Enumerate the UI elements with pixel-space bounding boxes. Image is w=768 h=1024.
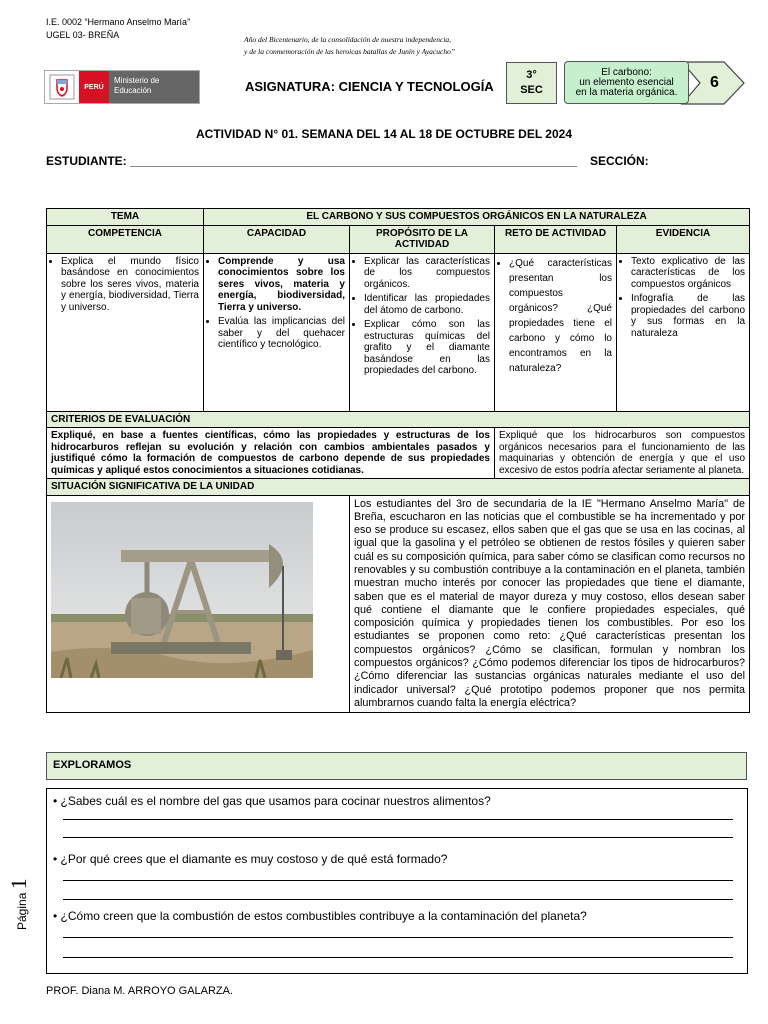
proposito-item: • Explicar cómo son las estructuras químicas del grafito y el diamante basándose en las propiedades del carbono.	[364, 319, 490, 377]
question-item: • ¿Por qué crees que el diamante es muy costoso y de qué está formado?	[53, 852, 448, 866]
capacidad-item: • Comprende y usa conocimientos sobre los seres vivos, materia y energía, biodiversidad, Tierra y universo.	[218, 256, 345, 314]
topic-line3: en la materia orgánica.	[575, 87, 678, 98]
col-evidencia: EVIDENCIA	[617, 225, 750, 253]
evidencia-item: • Infografía de las propiedades del carbono y sus formas en la naturaleza	[631, 293, 745, 339]
page-number: 1	[6, 878, 31, 890]
answer-line[interactable]	[63, 957, 733, 958]
col-proposito: PROPÓSITO DE LA ACTIVIDAD	[350, 225, 495, 253]
page-label: Página	[15, 892, 29, 930]
question-item: • ¿Sabes cuál es el nombre del gas que usamos para cocinar nuestros alimentos?	[53, 794, 491, 808]
tema-label: TEMA	[47, 209, 204, 226]
question-text: ¿Cómo creen que la combustión de estos combustibles contribuye a la contaminación del planeta?	[60, 909, 587, 923]
logo-ministry	[109, 71, 199, 103]
competencia-cell	[47, 253, 204, 411]
grade-number: 3°	[526, 69, 537, 81]
school-info	[46, 16, 190, 42]
situacion-label: SITUACIÓN SIGNIFICATIVA DE LA UNIDAD	[47, 479, 750, 496]
answer-line[interactable]	[63, 837, 733, 838]
page-indicator	[6, 878, 32, 930]
grade-level: SEC	[520, 84, 543, 96]
tema-row	[47, 209, 750, 226]
logo-ministry-line2: Educación	[114, 86, 152, 95]
year-note-line1: Año del Bicentenario, de la consolidación de nuestra independencia,	[244, 35, 452, 44]
coat-of-arms-icon	[45, 71, 79, 103]
oil-pump-photo	[51, 502, 313, 678]
tema-value: EL CARBONO Y SUS COMPUESTOS ORGÁNICOS EN LA NATURALEZA	[204, 209, 750, 226]
col-competencia: COMPETENCIA	[47, 225, 204, 253]
evidencia-cell	[617, 253, 750, 411]
col-reto: RETO DE ACTIVIDAD	[495, 225, 617, 253]
capacidad-cell	[204, 253, 350, 411]
student-field: ESTUDIANTE: ___________________________________________________________________	[46, 154, 578, 168]
ministry-logo	[44, 70, 200, 104]
question-text: ¿Por qué crees que el diamante es muy costoso y de qué está formado?	[60, 852, 448, 866]
topic-line1: El carbono:	[601, 67, 652, 78]
content-row	[47, 253, 750, 411]
year-note	[244, 34, 534, 58]
col-capacidad: CAPACIDAD	[204, 225, 350, 253]
ugel-name: UGEL 03- BREÑA	[46, 30, 120, 40]
section-field: SECCIÓN:	[590, 154, 649, 168]
logo-ministry-line1: Ministerio de	[114, 76, 160, 85]
activity-table	[46, 208, 750, 713]
situacion-row	[47, 495, 750, 713]
criterio-2: Expliqué que los hidrocarburos son compuestos orgánicos necesarios para el funcionamiento de las maquinarias y obtención de energía y que el uso excesivo de estos podría afectar seriamente al planeta.	[495, 428, 750, 479]
questions-box	[46, 788, 748, 974]
criterio-1: Expliqué, en base a fuentes científicas, cómo las propiedades y estructuras de los hidrocarburos reflejan su evolución y relación con cambios ambientales pasados y justifiqué cómo la formación de compuestos de carbono depende de sus propiedades químicas y apliqué estos conocimientos a situaciones cotidianas.	[47, 428, 495, 479]
oil-pump-photo-cell	[47, 495, 350, 713]
reto-item: • ¿Qué características presentan los compuestos orgánicos? ¿Qué propiedades tiene el carbono y cómo lo encontramos en la naturaleza?	[509, 256, 612, 376]
reto-cell	[495, 253, 617, 411]
criterios-label: CRITERIOS DE EVALUACIÓN	[47, 411, 750, 428]
school-name: I.E. 0002 “Hermano Anselmo María”	[46, 17, 191, 27]
header-row	[47, 225, 750, 253]
exploramos-header: EXPLORAMOS	[46, 752, 747, 780]
activity-title: ACTIVIDAD N° 01. SEMANA DEL 14 AL 18 DE OCTUBRE DEL 2024	[195, 127, 572, 141]
unit-number: 6	[710, 74, 719, 91]
answer-line[interactable]	[63, 880, 733, 881]
capacidad-item: • Evalúa las implicancias del saber y del quehacer científico y tecnológico.	[218, 316, 345, 351]
answer-line[interactable]	[63, 819, 733, 820]
competencia-item: • Explica el mundo físico basándose en conocimientos sobre los seres vivos, materia y energía, biodiversidad, Tierra y universo.	[61, 256, 199, 314]
answer-line[interactable]	[63, 899, 733, 900]
situacion-header-row	[47, 479, 750, 496]
year-note-line2: y de la conmemoración de las heroicas batallas de Junín y Ayacucho”	[244, 47, 455, 56]
topic-line2: un elemento esencial	[579, 77, 674, 88]
criterios-header-row	[47, 411, 750, 428]
teacher-footer: PROF. Diana M. ARROYO GALARZA.	[46, 985, 234, 997]
topic-box	[564, 61, 689, 104]
grade-box	[506, 62, 557, 104]
criterios-row	[47, 428, 750, 479]
situacion-text: Los estudiantes del 3ro de secundaria de la IE "Hermano Anselmo María" de Breña, escucharon en las noticias que el combustible se ha incrementado y por eso se produce su escasez, ellos saben que el gas que se usa en las cocinas, al igual que la gasolina y el petróleo se obtienen de restos fósiles y quieren saber cuál es su composición química, para saber cómo se clasifican como recursos no renovables y su combustión contribuye a la contaminación en el planeta, también muestran mucho interés por conocer las propiedades que tiene el diamante, saben que es el material de mayor dureza y muy costoso, ellos desean saber qué contiene el diamante que le confiere propiedades especiales, qué composición química y propiedades tienen los combustibles. Por eso los estudiantes se proponen como reto: ¿Qué características presentan los compuestos orgánicos? ¿Cómo se clasifican, formulan y nombran los compuestos orgánicos? ¿Cómo podemos diferenciar los tipos de hidrocarburos? ¿Cómo diferenciar las sustancias orgánicas naturales mediante el uso del indicador universal? ¿Qué prototipo podemos proponer que nos permita alumbrarnos cuando falta la energía eléctrica?	[350, 495, 750, 713]
answer-line[interactable]	[63, 937, 733, 938]
evidencia-item: • Texto explicativo de las características de los compuestos orgánicos	[631, 256, 745, 291]
question-item: • ¿Cómo creen que la combustión de estos combustibles contribuye a la contaminación del planeta?	[53, 909, 587, 923]
proposito-cell	[350, 253, 495, 411]
proposito-item: • Identificar las propiedades del átomo de carbono.	[364, 293, 490, 316]
proposito-item: • Explicar las características de los compuestos orgánicos.	[364, 256, 490, 291]
subject-title: ASIGNATURA: CIENCIA Y TECNOLOGÍA	[245, 79, 494, 94]
logo-country: PERÚ	[79, 71, 109, 103]
question-text: ¿Sabes cuál es el nombre del gas que usamos para cocinar nuestros alimentos?	[60, 794, 491, 808]
